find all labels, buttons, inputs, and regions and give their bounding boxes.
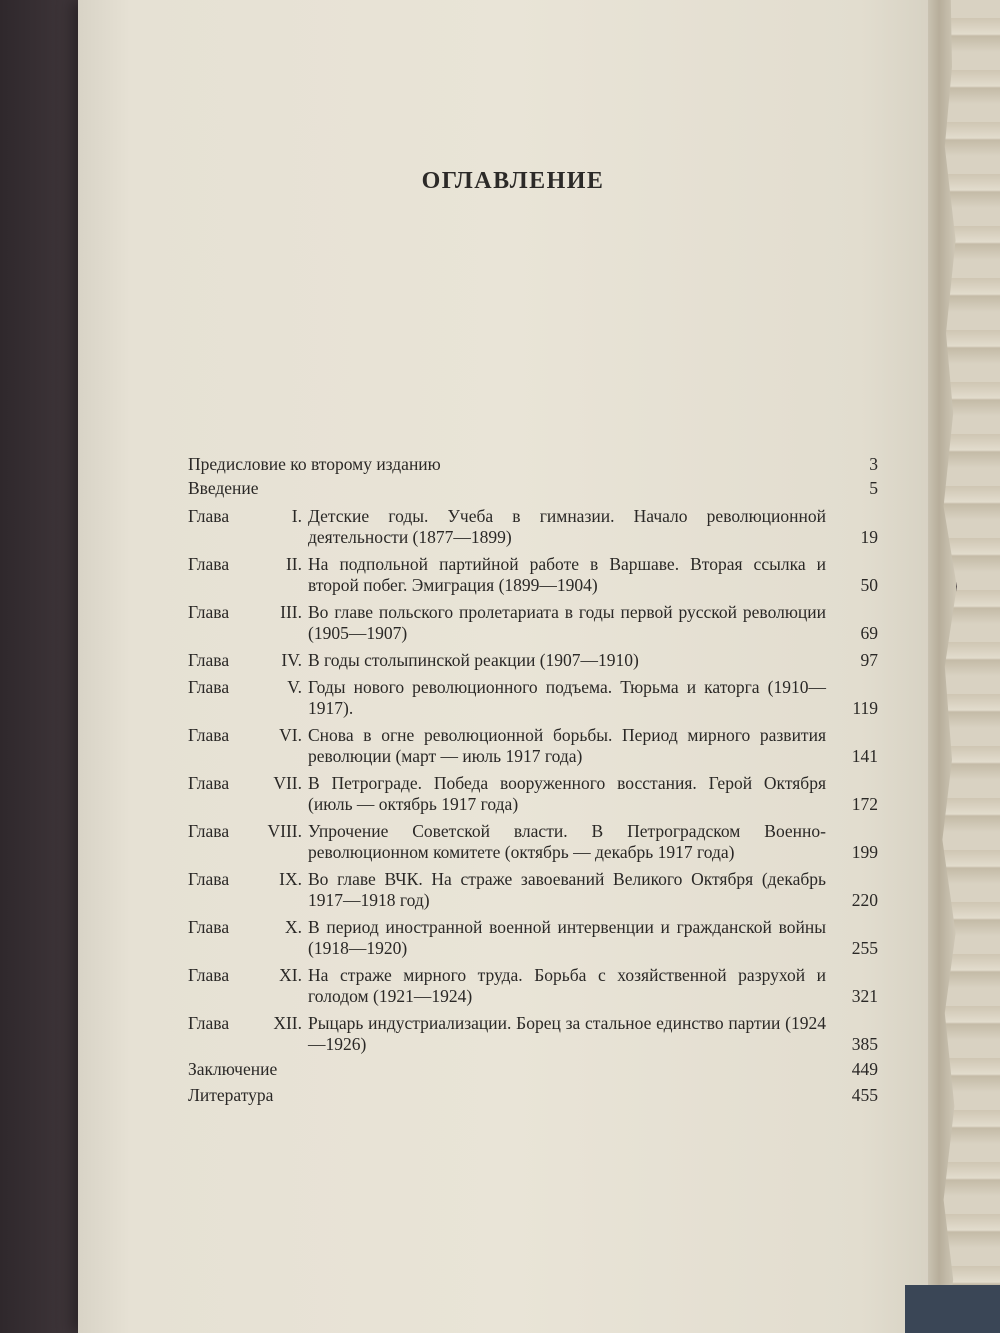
toc-page-number: 449	[851, 1059, 878, 1079]
chapter-label: Глава	[188, 1013, 230, 1033]
toc-entry-title: Во главе польского пролетариата в годы первой русской революции (1905—1907)	[308, 602, 826, 643]
toc-front-matter	[188, 452, 878, 500]
toc-chapter-row	[188, 965, 878, 1007]
chapter-label: Глава	[188, 869, 230, 889]
chapter-label: Глава	[188, 821, 230, 841]
toc-page-number: 141	[851, 746, 878, 766]
chapter-number: VIII.	[267, 821, 302, 841]
chapter-number: XII.	[273, 1013, 302, 1033]
toc-entry-title: Во главе ВЧК. На страже завоеваний Великого Октября (декабрь 1917—1918 год)	[308, 869, 826, 910]
toc-entry-title: Введение	[188, 478, 259, 498]
chapter-number: I.	[291, 506, 302, 526]
toc-chapter-row	[188, 773, 878, 815]
toc-chapter-row	[188, 677, 878, 719]
table-of-contents	[188, 452, 878, 1107]
toc-page-number: 69	[860, 623, 878, 643]
toc-entry-title: На страже мирного труда. Борьба с хозяйственной разрухой и голодом (1921—1924)	[308, 965, 826, 1006]
toc-entry-title: Годы нового революционного подъема. Тюрьма и каторга (1910—1917).	[308, 677, 826, 718]
toc-entry-title: В годы столыпинской реакции (1907—1910)	[308, 650, 639, 670]
toc-back-matter	[188, 1057, 878, 1107]
toc-entry	[188, 1083, 878, 1107]
chapter-label: Глава	[188, 602, 230, 622]
toc-chapter-row	[188, 1013, 878, 1055]
chapter-number: IX.	[279, 869, 302, 889]
toc-chapter-entry	[188, 677, 878, 719]
toc-chapters	[188, 506, 878, 1055]
page-title: ОГЛАВЛЕНИЕ	[421, 168, 605, 194]
toc-chapter-row	[188, 602, 878, 644]
toc-entry-title: Литература	[188, 1085, 274, 1105]
chapter-label: Глава	[188, 917, 230, 937]
toc-chapter-entry	[188, 917, 878, 959]
toc-page-number: 97	[860, 650, 878, 670]
chapter-number: VII.	[273, 773, 302, 793]
toc-entry-title: Заключение	[188, 1059, 278, 1079]
toc-page-number: 172	[851, 794, 878, 814]
chapter-number: II.	[285, 554, 302, 574]
toc-page-number: 5	[869, 478, 878, 498]
chapter-number: IV.	[281, 650, 302, 670]
toc-chapter-entry	[188, 650, 878, 671]
toc-entry-title: Рыцарь индустриализации. Борец за стальное единство партии (1924—1926)	[308, 1013, 826, 1054]
toc-chapter-row	[188, 821, 878, 863]
toc-chapter-row	[188, 650, 878, 671]
chapter-number: VI.	[279, 725, 302, 745]
toc-entry-title: Предисловие ко второму изданию	[188, 454, 441, 474]
toc-page-number: 119	[852, 698, 878, 718]
chapter-label: Глава	[188, 965, 230, 985]
toc-chapter-entry	[188, 602, 878, 644]
toc-chapter-entry	[188, 965, 878, 1007]
chapter-label: Глава	[188, 506, 230, 526]
toc-page-number: 321	[851, 986, 878, 1006]
toc-chapter-entry	[188, 725, 878, 767]
toc-entry	[188, 1057, 878, 1081]
chapter-label: Глава	[188, 677, 230, 697]
toc-entry-title: Снова в огне революционной борьбы. Период мирного развития революции (март — июль 1917 года)	[308, 725, 826, 766]
toc-chapter-entry	[188, 1013, 878, 1055]
toc-chapter-row	[188, 725, 878, 767]
chapter-label: Глава	[188, 650, 230, 670]
toc-chapter-row	[188, 917, 878, 959]
toc-page-number: 455	[851, 1085, 878, 1105]
toc-entry-title: Упрочение Советской власти. В Петроградском Военно-революционном комитете (октябрь — декабрь 1917 года)	[308, 821, 826, 862]
chapter-number: X.	[284, 917, 302, 937]
chapter-label: Глава	[188, 554, 230, 574]
toc-page-number: 3	[869, 454, 878, 474]
toc-chapter-entry	[188, 554, 878, 596]
toc-chapter-row	[188, 506, 878, 548]
chapter-number: III.	[280, 602, 302, 622]
toc-entry-title: В Петрограде. Победа вооруженного восстания. Герой Октября (июль — октябрь 1917 года)	[308, 773, 826, 814]
toc-chapter-entry	[188, 773, 878, 815]
toc-entry	[188, 452, 878, 476]
toc-page-number: 199	[851, 842, 878, 862]
toc-page-number: 220	[851, 890, 878, 910]
chapter-number: V.	[287, 677, 302, 697]
toc-chapter-entry	[188, 506, 878, 548]
toc-entry-title: В период иностранной военной интервенции и гражданской войны (1918—1920)	[308, 917, 826, 958]
toc-entry	[188, 476, 878, 500]
toc-chapter-entry	[188, 869, 878, 911]
toc-page-number: 19	[860, 527, 878, 547]
chapter-number: XI.	[279, 965, 302, 985]
toc-chapter-row	[188, 869, 878, 911]
toc-entry-title: Детские годы. Учеба в гимназии. Начало революционной деятельности (1877—1899)	[308, 506, 826, 547]
toc-page-number: 385	[851, 1034, 878, 1054]
toc-page-number: 50	[860, 575, 878, 595]
book-spine-corner	[905, 1285, 1000, 1333]
toc-page-number: 255	[851, 938, 878, 958]
chapter-label: Глава	[188, 773, 230, 793]
chapter-label: Глава	[188, 725, 230, 745]
toc-chapter-entry	[188, 821, 878, 863]
toc-chapter-row	[188, 554, 878, 596]
toc-entry-title: На подпольной партийной работе в Варшаве. Вторая ссылка и второй побег. Эмиграция (1899—1904)	[308, 554, 826, 595]
